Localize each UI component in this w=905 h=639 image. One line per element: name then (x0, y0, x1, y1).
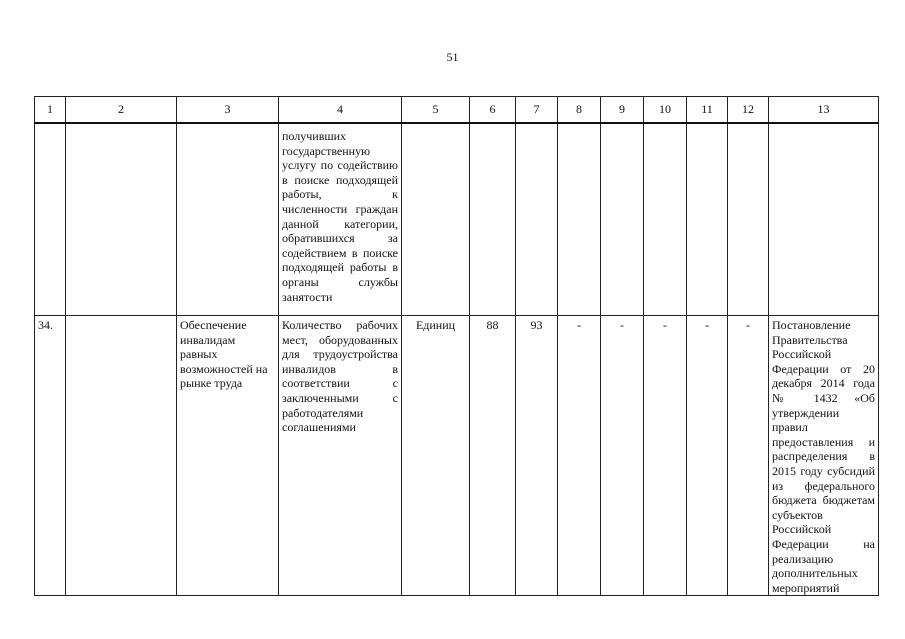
table-cell (66, 123, 177, 316)
column-header: 6 (470, 97, 516, 124)
unit-cell: Единиц (402, 316, 470, 596)
column-header: 10 (644, 97, 687, 124)
column-header: 2 (66, 97, 177, 124)
table-row (35, 123, 879, 316)
table-cell (516, 123, 558, 316)
table-cell (728, 123, 769, 316)
table-cell (66, 316, 177, 596)
column-header: 3 (177, 97, 279, 124)
value-cell: 93 (516, 316, 558, 596)
column-header: 13 (769, 97, 879, 124)
table-cell (470, 123, 516, 316)
value-cell: - (644, 316, 687, 596)
table-cell (769, 123, 879, 316)
value-cell: - (728, 316, 769, 596)
data-table (34, 96, 879, 596)
table-header-row (35, 97, 879, 124)
column-header: 4 (279, 97, 402, 124)
indicator-text-cell: Количество рабочих мест, оборудованных для трудоустройства инвалидов в соответствии с заключенными с работодателями соглашениями (279, 316, 402, 596)
indicator-text-cell: получивших государственную услугу по содействию в поиске подходящей работы, к численности граждан данной категории, обратившихся за содействием в поиске подходящей работы в органы службы занятости (279, 123, 402, 316)
table-cell (177, 123, 279, 316)
value-cell: - (687, 316, 728, 596)
table-cell (35, 123, 66, 316)
table-cell (687, 123, 728, 316)
column-header: 9 (601, 97, 644, 124)
table-cell (601, 123, 644, 316)
table-cell (558, 123, 601, 316)
column-header: 11 (687, 97, 728, 124)
value-cell: - (558, 316, 601, 596)
table-cell (402, 123, 470, 316)
legal-basis-cell: Постановление Правительства Российской Федерации от 20 декабря 2014 года № 1432 «Об утверждении правил предоставления и распределения в 2015 году субсидий из федерального бюджета бюджетам субъектов Российской Федерации на реализацию дополнительных мероприятий (769, 316, 879, 596)
value-cell: 88 (470, 316, 516, 596)
column-header: 1 (35, 97, 66, 124)
table-row (35, 316, 879, 596)
column-header: 7 (516, 97, 558, 124)
row-number-cell: 34. (35, 316, 66, 596)
page-number: 51 (446, 50, 459, 64)
measure-name-cell: Обеспечение инвалидам равных возможностей на рынке труда (177, 316, 279, 596)
column-header: 8 (558, 97, 601, 124)
column-header: 5 (402, 97, 470, 124)
value-cell: - (601, 316, 644, 596)
table-cell (644, 123, 687, 316)
column-header: 12 (728, 97, 769, 124)
